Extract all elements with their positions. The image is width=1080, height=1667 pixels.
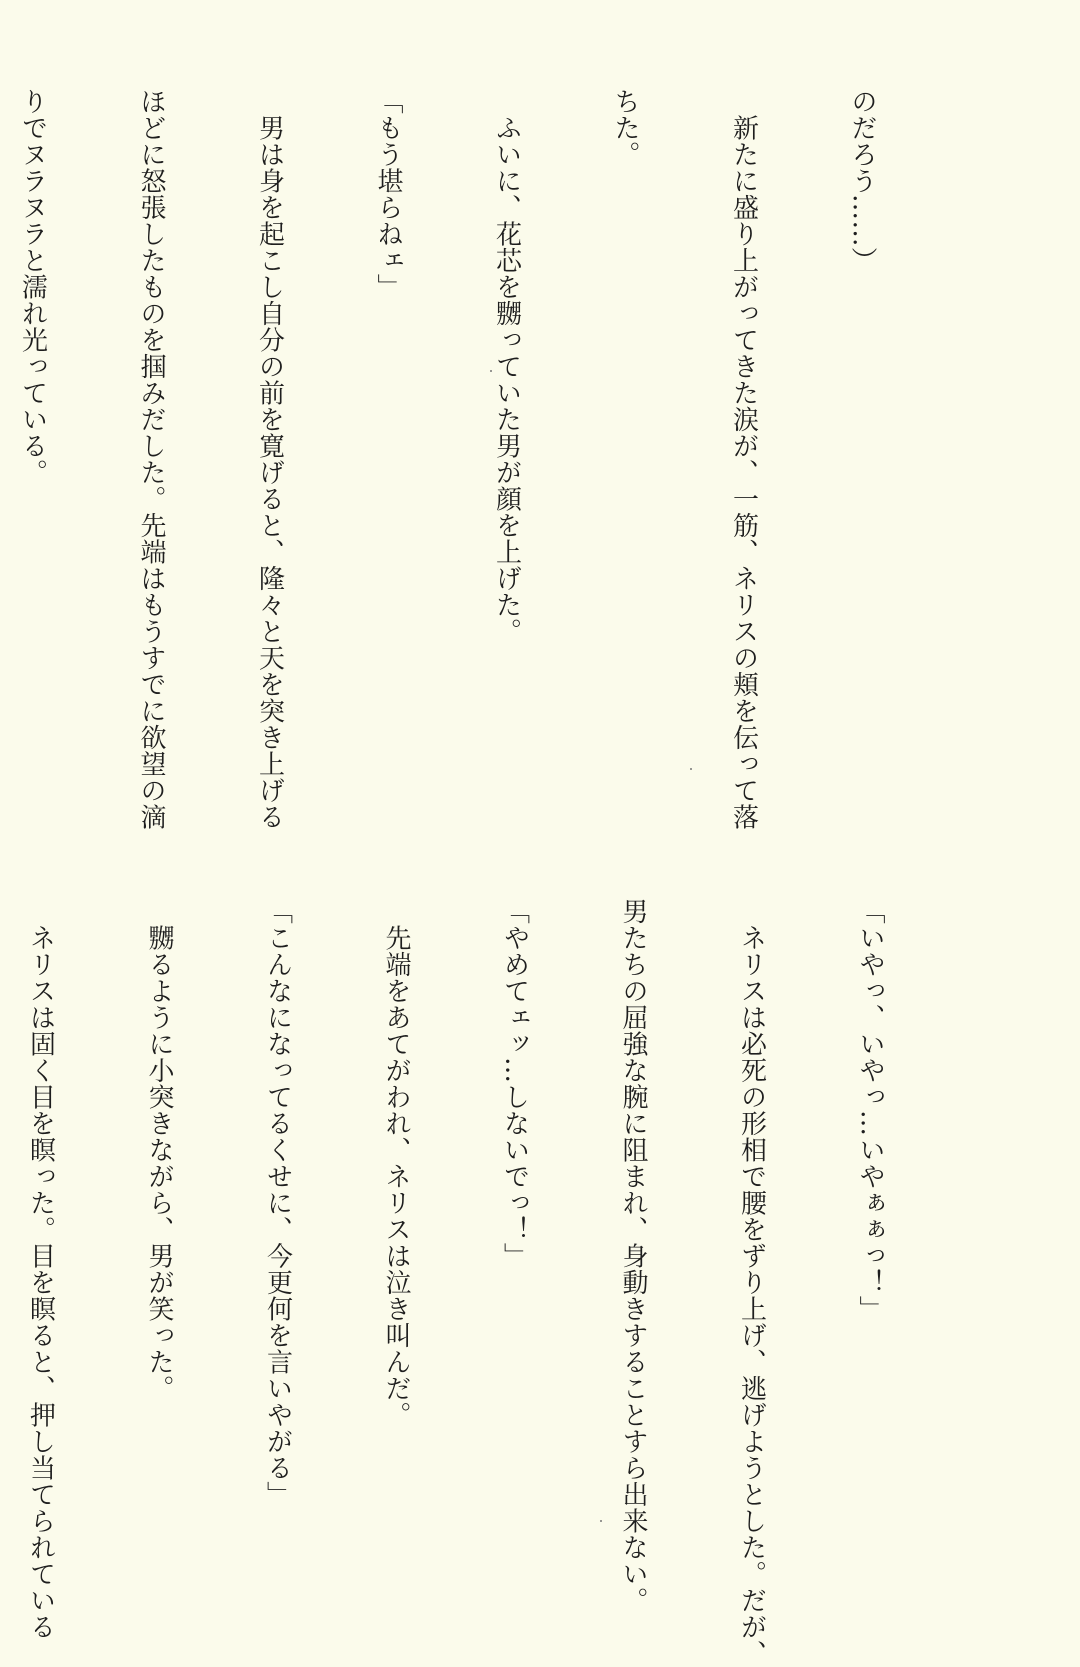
text-line: ネリスは必死の形相で腰をずり上げ、逃げようとした。だが、 bbox=[736, 898, 767, 1667]
text-line: ちた。 bbox=[610, 88, 640, 168]
text-line: りでヌラヌラと濡れ光っている。 bbox=[17, 88, 48, 486]
text-line: 男たちの屈強な腕に阻まれ、身動きすることすら出来ない。 bbox=[618, 898, 648, 1614]
text-block-upper bbox=[0, 88, 960, 830]
text-line: ネリスは固く目を瞑った。目を瞑ると、押し当てられている bbox=[25, 898, 56, 1640]
text-line: 「いやっ、いやっ…いやぁぁっ！」 bbox=[855, 898, 885, 1322]
text-line: 「もう堪らねェ」 bbox=[373, 88, 403, 300]
text-line: 新たに盛り上がってきた涙が、一筋、ネリスの頬を伝って落 bbox=[728, 88, 759, 830]
text-line: のだろう……） bbox=[847, 88, 877, 274]
paper-speck bbox=[490, 370, 492, 372]
text-line: 「こんなになってるくせに、今更何を言いやがる」 bbox=[262, 898, 293, 1508]
paper-speck bbox=[690, 768, 692, 770]
text-line: 嬲るように小突きながら、男が笑った。 bbox=[144, 898, 174, 1402]
text-line: 男は身を起こし自分の前を寛げると、隆々と天を突き上げる bbox=[254, 88, 285, 830]
text-line: 「やめてェッ…しないでっ！」 bbox=[499, 898, 530, 1269]
text-block-lower bbox=[0, 898, 968, 1667]
text-line: ふいに、花芯を嬲っていた男が顔を上げた。 bbox=[491, 88, 522, 645]
paper-speck bbox=[600, 1520, 602, 1522]
text-line: 先端をあてがわれ、ネリスは泣き叫んだ。 bbox=[381, 898, 411, 1428]
text-line: ほどに怒張したものを掴みだした。先端はもうすでに欲望の滴 bbox=[136, 88, 166, 830]
